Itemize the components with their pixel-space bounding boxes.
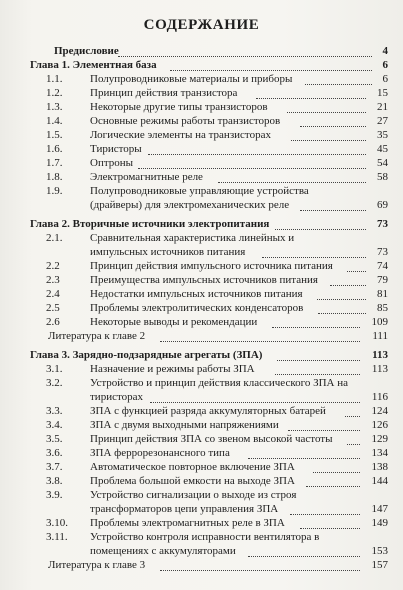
dot-leader — [248, 546, 360, 557]
page-number: 144 — [371, 475, 388, 487]
section-number: 1.4. — [46, 115, 63, 127]
section-number: 3.1. — [46, 363, 63, 375]
page-number: 138 — [371, 461, 388, 473]
page-number: 35 — [377, 129, 388, 141]
toc-row — [0, 544, 403, 558]
section-title: Автоматическое повторное включение ЗПА — [90, 461, 295, 473]
page-number: 157 — [371, 559, 388, 571]
page-number: 147 — [371, 503, 388, 515]
dot-leader — [318, 303, 366, 314]
section-title: Назначение и режимы работы ЗПА — [90, 363, 255, 375]
section-title: Устройство и принцип действия классического ЗПА на — [90, 377, 349, 389]
section-title: Устройство сигнализации о выходе из строя — [90, 489, 297, 501]
section-title: Электромагнитные реле — [90, 171, 203, 183]
section-number: 1.8. — [46, 171, 63, 183]
toc-row — [0, 502, 403, 516]
page-number: 21 — [377, 101, 388, 113]
section-title: Проблемы электролитических конденсаторов — [90, 302, 304, 314]
toc-row — [0, 58, 403, 72]
section-title: Принцип действия импульсного источника питания — [90, 260, 333, 272]
dot-leader — [256, 88, 366, 99]
page-number: 109 — [371, 316, 388, 328]
section-number: 3.4. — [46, 419, 63, 431]
toc-row — [0, 273, 403, 287]
section-title: Принцип действия ЗПА со звеном высокой частоты — [90, 433, 333, 445]
dot-leader — [306, 476, 360, 487]
dot-leader — [290, 504, 360, 515]
dot-leader — [160, 560, 360, 571]
page-number: 15 — [377, 87, 388, 99]
toc-row — [0, 100, 403, 114]
page-number: 6 — [382, 73, 388, 85]
section-number: 1.7. — [46, 157, 63, 169]
toc-row — [0, 376, 403, 390]
toc-row — [0, 315, 403, 329]
dot-leader — [160, 331, 360, 342]
dot-leader — [313, 462, 360, 473]
page-number: 113 — [372, 349, 388, 361]
section-title: ЗПА феррорезонансного типа — [90, 447, 230, 459]
toc-row — [0, 156, 403, 170]
section-number: 3.11. — [46, 531, 68, 543]
dot-leader — [275, 219, 366, 230]
section-title: Полупроводниковые материалы и приборы — [90, 73, 293, 85]
page-number: 74 — [377, 260, 388, 272]
page-number: 73 — [377, 218, 388, 230]
dot-leader — [148, 144, 366, 155]
toc-row — [0, 362, 403, 376]
toc-row — [0, 488, 403, 502]
dot-leader — [291, 130, 366, 141]
page-number: 149 — [371, 517, 388, 529]
page-number: 69 — [377, 199, 388, 211]
chapter-title: Глава 3. Зарядно-подзарядные агрегаты (ЗПА) — [30, 349, 263, 361]
dot-leader — [118, 46, 372, 57]
page-number: 126 — [371, 419, 388, 431]
page-number: 27 — [377, 115, 388, 127]
section-title: тиристорах — [90, 391, 144, 403]
toc-row — [0, 348, 403, 362]
section-title: Некоторые выводы и рекомендации — [90, 316, 258, 328]
toc-row — [0, 259, 403, 273]
toc-row — [0, 432, 403, 446]
toc-title: СОДЕРЖАНИЕ — [143, 17, 260, 33]
section-title: Преимущества импульсных источников питания — [90, 274, 318, 286]
section-title: Полупроводниковые управляющие устройства — [90, 185, 309, 197]
dot-leader — [277, 350, 360, 361]
toc-row — [0, 231, 403, 245]
section-number: 1.2. — [46, 87, 63, 99]
page-number: 153 — [371, 545, 388, 557]
section-title: Некоторые другие типы транзисторов — [90, 101, 268, 113]
dot-leader — [248, 448, 360, 459]
page-number: 4 — [382, 45, 388, 57]
dot-leader — [275, 364, 360, 375]
dot-leader — [150, 392, 360, 403]
toc-row — [0, 558, 403, 572]
section-title: Основные режимы работы транзисторов — [90, 115, 281, 127]
toc-row — [0, 516, 403, 530]
page-number: 129 — [371, 433, 388, 445]
dot-leader — [218, 172, 366, 183]
section-title: ЗПА с функцией разряда аккумуляторных батарей — [90, 405, 326, 417]
section-number: 2.2 — [46, 260, 60, 272]
page-number: 81 — [377, 288, 388, 300]
page-number: 54 — [377, 157, 388, 169]
toc-row — [0, 446, 403, 460]
page-number: 73 — [377, 246, 388, 258]
section-number: 3.10. — [46, 517, 68, 529]
section-number: 1.1. — [46, 73, 63, 85]
section-number: 3.7. — [46, 461, 63, 473]
section-title: Недостатки импульсных источников питания — [90, 288, 303, 300]
section-number: 2.6 — [46, 316, 60, 328]
dot-leader — [287, 102, 366, 113]
dot-leader — [272, 317, 360, 328]
section-title: Литература к главе 3 — [48, 559, 146, 571]
toc-row — [0, 114, 403, 128]
section-title: Принцип действия транзистора — [90, 87, 238, 99]
chapter-title: Глава 2. Вторичные источники электропитания — [30, 218, 270, 230]
dot-leader — [300, 200, 366, 211]
section-number: 1.9. — [46, 185, 63, 197]
page-number: 124 — [371, 405, 388, 417]
toc-row — [0, 86, 403, 100]
toc-row — [0, 128, 403, 142]
page-number: 113 — [371, 363, 388, 375]
dot-leader — [138, 158, 366, 169]
section-title: помещениях с аккумуляторами — [90, 545, 236, 557]
toc-row — [0, 530, 403, 544]
dot-leader — [347, 434, 360, 445]
section-title: Логические элементы на транзисторах — [90, 129, 271, 141]
dot-leader — [330, 275, 366, 286]
section-number: 3.3. — [46, 405, 63, 417]
toc-row — [0, 72, 403, 86]
section-title: Сравнительная характеристика линейных и — [90, 232, 295, 244]
toc-row — [0, 198, 403, 212]
section-title: Устройство контроля исправности вентилятора в — [90, 531, 320, 543]
section-number: 2.4 — [46, 288, 60, 300]
toc-row — [0, 301, 403, 315]
section-title: импульсных источников питания — [90, 246, 246, 258]
section-number: 3.6. — [46, 447, 63, 459]
section-number: 2.5 — [46, 302, 60, 314]
dot-leader — [345, 406, 360, 417]
page-number: 45 — [377, 143, 388, 155]
section-number: 3.5. — [46, 433, 63, 445]
section-number: 1.3. — [46, 101, 63, 113]
section-number: 3.8. — [46, 475, 63, 487]
section-title: ЗПА с двумя выходными напряжениями — [90, 419, 279, 431]
page-number: 6 — [382, 59, 388, 71]
section-title: Тиристоры — [90, 143, 142, 155]
toc-row — [0, 329, 403, 343]
toc-row — [0, 474, 403, 488]
toc-row — [0, 287, 403, 301]
dot-leader — [347, 261, 366, 272]
dot-leader — [300, 518, 360, 529]
section-number: 3.2. — [46, 377, 63, 389]
section-title: Проблемы электромагнитных реле в ЗПА — [90, 517, 285, 529]
page-number: 116 — [371, 391, 388, 403]
dot-leader — [317, 289, 366, 300]
section-number: 2.3 — [46, 274, 60, 286]
dot-leader — [305, 74, 372, 85]
page-number: 58 — [377, 171, 388, 183]
section-title: Оптроны — [90, 157, 134, 169]
toc-row — [0, 170, 403, 184]
page-number: 111 — [372, 330, 388, 342]
section-number: 2.1. — [46, 232, 63, 244]
toc-row — [0, 460, 403, 474]
chapter-title: Глава 1. Элементная база — [30, 59, 157, 71]
dot-leader — [288, 420, 360, 431]
toc-row — [0, 217, 403, 231]
section-title: Литература к главе 2 — [48, 330, 146, 342]
toc-row — [0, 184, 403, 198]
toc-row — [0, 142, 403, 156]
section-number: 1.5. — [46, 129, 63, 141]
dot-leader — [262, 247, 366, 258]
toc-row — [0, 245, 403, 259]
chapter-title: Предисловие — [54, 45, 119, 57]
section-number: 3.9. — [46, 489, 63, 501]
section-title: трансформаторов цепи управления ЗПА — [90, 503, 279, 515]
dot-leader — [300, 116, 366, 127]
section-title: (драйверы) для электромеханических реле — [90, 199, 290, 211]
toc-row — [0, 418, 403, 432]
page-number: 79 — [377, 274, 388, 286]
toc-row — [0, 390, 403, 404]
toc-row — [0, 44, 403, 58]
section-number: 1.6. — [46, 143, 63, 155]
page-number: 85 — [377, 302, 388, 314]
dot-leader — [170, 60, 372, 71]
section-title: Проблема большой емкости на выходе ЗПА — [90, 475, 295, 487]
page-number: 134 — [371, 447, 388, 459]
toc-row — [0, 404, 403, 418]
